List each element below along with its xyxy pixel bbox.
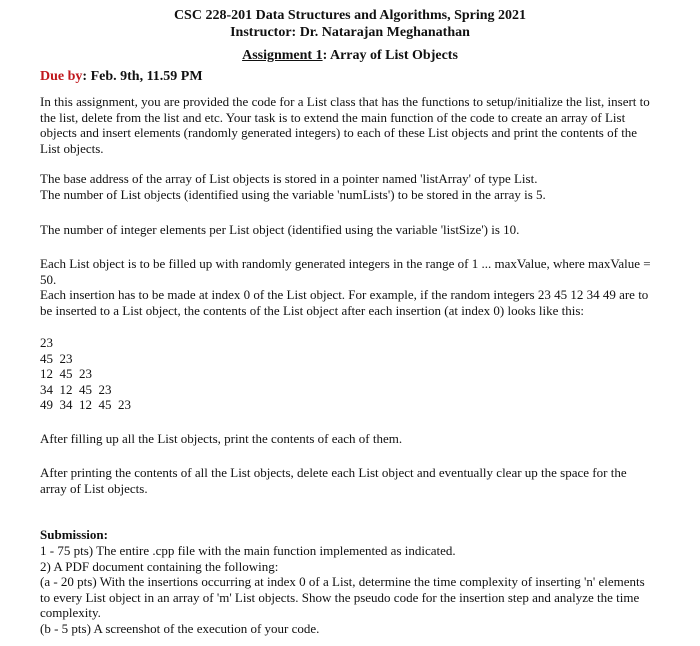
submission-list: [40, 543, 655, 636]
insertion-line: Each insertion has to be made at index 0 of the List object. For example, if the random integers 23 45 12 34 49 are to be inserted to a List object, the contents of the List object after each insertion (at index 0) looks like this:: [40, 287, 649, 318]
after-fill-paragraph: After filling up all the List objects, print the contents of each of them.: [40, 431, 403, 446]
fill-line: Each List object is to be filled up with randomly generated integers in the range of 1 ... maxValue, where maxValue = 50.: [40, 256, 651, 287]
example-line: 34 12 45 23: [40, 381, 112, 397]
num-lists-line: The number of List objects (identified using the variable 'numLists') to be stored in the array is 5.: [40, 186, 546, 202]
submission-item-2b: (b - 5 pts) A screenshot of the execution of your code.: [40, 620, 320, 636]
submission-item-1: 1 - 75 pts) The entire .cpp file with the main function implemented as indicated.: [40, 543, 456, 558]
base-address-paragraph: [40, 171, 655, 202]
example-list: [40, 335, 655, 413]
example-line: 23: [40, 335, 53, 350]
base-address-line: The base address of the array of List objects is stored in a pointer named 'listArray' of type List.: [40, 171, 538, 186]
submission-title: Submission:: [40, 527, 108, 542]
assignment-heading: [0, 47, 700, 64]
due-value: : Feb. 9th, 11.59 PM: [82, 69, 203, 84]
instructor-line: Instructor: Dr. Natarajan Meghanathan: [230, 25, 470, 40]
assignment-label: Assignment 1: [242, 48, 323, 63]
example-line: 49 34 12 45 23: [40, 397, 131, 412]
course-title: CSC 228-201 Data Structures and Algorithms, Spring 2021: [173, 8, 527, 23]
after-print-paragraph: After printing the contents of all the List objects, delete each List object and eventually clear up the space for the array of List objects.: [40, 465, 627, 496]
due-date: [40, 68, 203, 85]
intro-paragraph: In this assignment, you are provided the code for a List class that has the functions to setup/initialize the list, insert to the list, delete from the list and etc. Your task is to extend the main function of the code to create an array of List objects and insert elements (randomly generated integers) to each of these List objects and print the contents of the List objects.: [40, 94, 650, 156]
assignment-title: : Array of List Objects: [322, 48, 458, 63]
due-label: Due by: [40, 69, 83, 84]
submission-item-2a: (a - 20 pts) With the insertions occurring at index 0 of a List, determine the time complexity of inserting 'n' elements to every List object in an array of 'm' List objects. Show the pseudo code for the insertion step and analyze the time complexity.: [40, 574, 645, 620]
example-line: 12 45 23: [40, 366, 92, 381]
list-size-paragraph: The number of integer elements per List object (identified using the variable 'listSize') is 10.: [40, 222, 520, 237]
example-line: 45 23: [40, 350, 73, 366]
submission-item-2: 2) A PDF document containing the following:: [40, 558, 279, 574]
fill-paragraph: [40, 256, 655, 318]
